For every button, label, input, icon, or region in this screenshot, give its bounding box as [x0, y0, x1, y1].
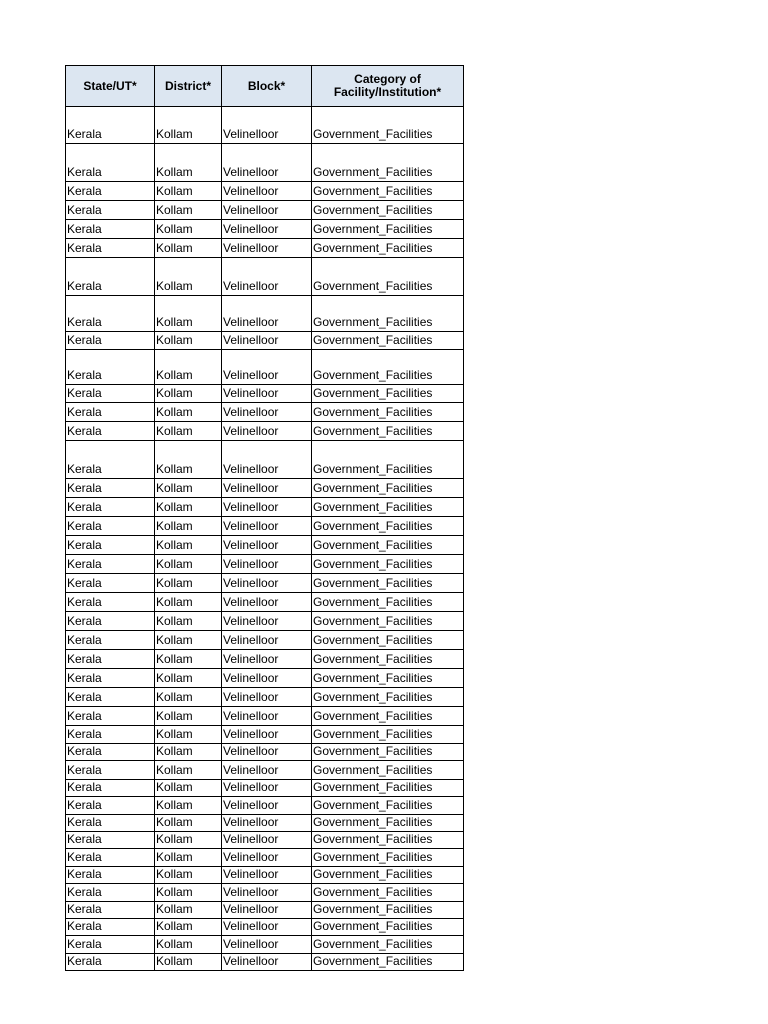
cell-category: Government_Facilities	[312, 919, 464, 936]
cell-state: Kerala	[66, 555, 155, 574]
table-row	[66, 182, 464, 201]
cell-category: Government_Facilities	[312, 441, 464, 479]
cell-category: Government_Facilities	[312, 258, 464, 296]
cell-block: Velinelloor	[222, 612, 312, 631]
table-row	[66, 296, 464, 332]
cell-category: Government_Facilities	[312, 479, 464, 498]
cell-state: Kerala	[66, 919, 155, 936]
cell-state: Kerala	[66, 201, 155, 220]
cell-state: Kerala	[66, 220, 155, 239]
cell-district: Kollam	[155, 574, 222, 593]
cell-state: Kerala	[66, 902, 155, 919]
cell-block: Velinelloor	[222, 919, 312, 936]
cell-category: Government_Facilities	[312, 744, 464, 761]
cell-block: Velinelloor	[222, 403, 312, 422]
cell-category: Government_Facilities	[312, 884, 464, 902]
cell-category: Government_Facilities	[312, 954, 464, 971]
cell-district: Kollam	[155, 536, 222, 555]
cell-state: Kerala	[66, 593, 155, 612]
table-header	[66, 66, 464, 107]
cell-category: Government_Facilities	[312, 650, 464, 669]
cell-district: Kollam	[155, 422, 222, 441]
cell-state: Kerala	[66, 517, 155, 536]
cell-block: Velinelloor	[222, 954, 312, 971]
cell-district: Kollam	[155, 688, 222, 707]
table-row	[66, 441, 464, 479]
cell-block: Velinelloor	[222, 296, 312, 332]
cell-block: Velinelloor	[222, 201, 312, 220]
cell-block: Velinelloor	[222, 555, 312, 574]
cell-block: Velinelloor	[222, 726, 312, 744]
table-row	[66, 536, 464, 555]
header-category: Category of Facility/Institution*	[312, 66, 464, 107]
facility-table	[65, 65, 464, 971]
cell-state: Kerala	[66, 574, 155, 593]
cell-district: Kollam	[155, 144, 222, 182]
cell-category: Government_Facilities	[312, 761, 464, 780]
table-row	[66, 707, 464, 726]
table-row	[66, 385, 464, 403]
table-row	[66, 761, 464, 780]
cell-block: Velinelloor	[222, 780, 312, 797]
table-row	[66, 797, 464, 815]
cell-district: Kollam	[155, 744, 222, 761]
cell-block: Velinelloor	[222, 107, 312, 144]
table-row	[66, 631, 464, 650]
cell-block: Velinelloor	[222, 220, 312, 239]
table-row	[66, 479, 464, 498]
header-district: District*	[155, 66, 222, 107]
header-state: State/UT*	[66, 66, 155, 107]
cell-block: Velinelloor	[222, 239, 312, 258]
cell-block: Velinelloor	[222, 385, 312, 403]
table-row	[66, 422, 464, 441]
cell-category: Government_Facilities	[312, 780, 464, 797]
table-row	[66, 849, 464, 867]
cell-block: Velinelloor	[222, 884, 312, 902]
cell-block: Velinelloor	[222, 849, 312, 867]
cell-category: Government_Facilities	[312, 815, 464, 832]
table-row	[66, 669, 464, 688]
cell-district: Kollam	[155, 780, 222, 797]
table-row	[66, 239, 464, 258]
cell-state: Kerala	[66, 612, 155, 631]
cell-block: Velinelloor	[222, 867, 312, 884]
cell-district: Kollam	[155, 867, 222, 884]
cell-category: Government_Facilities	[312, 385, 464, 403]
cell-district: Kollam	[155, 849, 222, 867]
cell-state: Kerala	[66, 258, 155, 296]
cell-district: Kollam	[155, 479, 222, 498]
cell-district: Kollam	[155, 332, 222, 350]
cell-category: Government_Facilities	[312, 403, 464, 422]
cell-category: Government_Facilities	[312, 517, 464, 536]
cell-state: Kerala	[66, 479, 155, 498]
cell-block: Velinelloor	[222, 332, 312, 350]
cell-state: Kerala	[66, 884, 155, 902]
table-row	[66, 726, 464, 744]
cell-district: Kollam	[155, 884, 222, 902]
cell-category: Government_Facilities	[312, 422, 464, 441]
cell-block: Velinelloor	[222, 650, 312, 669]
cell-state: Kerala	[66, 688, 155, 707]
table-row	[66, 884, 464, 902]
cell-category: Government_Facilities	[312, 612, 464, 631]
cell-state: Kerala	[66, 669, 155, 688]
cell-category: Government_Facilities	[312, 332, 464, 350]
cell-block: Velinelloor	[222, 832, 312, 849]
cell-state: Kerala	[66, 650, 155, 669]
cell-block: Velinelloor	[222, 574, 312, 593]
header-block: Block*	[222, 66, 312, 107]
cell-category: Government_Facilities	[312, 797, 464, 815]
cell-state: Kerala	[66, 815, 155, 832]
cell-district: Kollam	[155, 107, 222, 144]
cell-category: Government_Facilities	[312, 201, 464, 220]
cell-state: Kerala	[66, 107, 155, 144]
cell-district: Kollam	[155, 296, 222, 332]
cell-block: Velinelloor	[222, 258, 312, 296]
cell-block: Velinelloor	[222, 902, 312, 919]
cell-district: Kollam	[155, 761, 222, 780]
cell-district: Kollam	[155, 593, 222, 612]
cell-category: Government_Facilities	[312, 239, 464, 258]
cell-district: Kollam	[155, 441, 222, 479]
cell-district: Kollam	[155, 936, 222, 954]
cell-state: Kerala	[66, 707, 155, 726]
table-row	[66, 498, 464, 517]
cell-district: Kollam	[155, 220, 222, 239]
cell-district: Kollam	[155, 919, 222, 936]
cell-state: Kerala	[66, 385, 155, 403]
cell-category: Government_Facilities	[312, 832, 464, 849]
cell-district: Kollam	[155, 797, 222, 815]
cell-block: Velinelloor	[222, 936, 312, 954]
cell-district: Kollam	[155, 707, 222, 726]
cell-state: Kerala	[66, 422, 155, 441]
cell-district: Kollam	[155, 650, 222, 669]
cell-category: Government_Facilities	[312, 182, 464, 201]
cell-state: Kerala	[66, 498, 155, 517]
cell-category: Government_Facilities	[312, 631, 464, 650]
cell-category: Government_Facilities	[312, 902, 464, 919]
cell-state: Kerala	[66, 239, 155, 258]
cell-category: Government_Facilities	[312, 707, 464, 726]
cell-category: Government_Facilities	[312, 536, 464, 555]
cell-state: Kerala	[66, 296, 155, 332]
table-row	[66, 201, 464, 220]
cell-state: Kerala	[66, 744, 155, 761]
table-row	[66, 517, 464, 536]
cell-state: Kerala	[66, 403, 155, 422]
cell-district: Kollam	[155, 726, 222, 744]
cell-state: Kerala	[66, 780, 155, 797]
table-row	[66, 867, 464, 884]
table-row	[66, 780, 464, 797]
cell-district: Kollam	[155, 498, 222, 517]
cell-state: Kerala	[66, 631, 155, 650]
table-row	[66, 650, 464, 669]
cell-district: Kollam	[155, 555, 222, 574]
table-row	[66, 744, 464, 761]
cell-state: Kerala	[66, 954, 155, 971]
cell-state: Kerala	[66, 726, 155, 744]
cell-block: Velinelloor	[222, 536, 312, 555]
table-row	[66, 815, 464, 832]
cell-block: Velinelloor	[222, 707, 312, 726]
cell-block: Velinelloor	[222, 498, 312, 517]
cell-state: Kerala	[66, 797, 155, 815]
cell-category: Government_Facilities	[312, 669, 464, 688]
table-row	[66, 403, 464, 422]
table-row	[66, 593, 464, 612]
cell-state: Kerala	[66, 936, 155, 954]
cell-block: Velinelloor	[222, 761, 312, 780]
cell-block: Velinelloor	[222, 631, 312, 650]
cell-category: Government_Facilities	[312, 867, 464, 884]
cell-district: Kollam	[155, 832, 222, 849]
cell-state: Kerala	[66, 849, 155, 867]
table-row	[66, 954, 464, 971]
cell-category: Government_Facilities	[312, 350, 464, 385]
cell-district: Kollam	[155, 517, 222, 536]
cell-category: Government_Facilities	[312, 593, 464, 612]
table-row	[66, 332, 464, 350]
cell-state: Kerala	[66, 182, 155, 201]
table-row	[66, 107, 464, 144]
table-row	[66, 220, 464, 239]
cell-district: Kollam	[155, 350, 222, 385]
cell-block: Velinelloor	[222, 479, 312, 498]
cell-state: Kerala	[66, 350, 155, 385]
table-row	[66, 919, 464, 936]
cell-block: Velinelloor	[222, 517, 312, 536]
cell-district: Kollam	[155, 403, 222, 422]
cell-state: Kerala	[66, 144, 155, 182]
cell-block: Velinelloor	[222, 593, 312, 612]
cell-district: Kollam	[155, 815, 222, 832]
cell-block: Velinelloor	[222, 688, 312, 707]
table-row	[66, 574, 464, 593]
cell-category: Government_Facilities	[312, 574, 464, 593]
table-row	[66, 936, 464, 954]
cell-district: Kollam	[155, 669, 222, 688]
cell-state: Kerala	[66, 441, 155, 479]
cell-category: Government_Facilities	[312, 726, 464, 744]
cell-state: Kerala	[66, 536, 155, 555]
cell-category: Government_Facilities	[312, 936, 464, 954]
cell-block: Velinelloor	[222, 744, 312, 761]
table-row	[66, 902, 464, 919]
cell-state: Kerala	[66, 332, 155, 350]
cell-category: Government_Facilities	[312, 144, 464, 182]
cell-district: Kollam	[155, 631, 222, 650]
cell-state: Kerala	[66, 867, 155, 884]
cell-block: Velinelloor	[222, 815, 312, 832]
cell-block: Velinelloor	[222, 144, 312, 182]
cell-block: Velinelloor	[222, 422, 312, 441]
cell-district: Kollam	[155, 182, 222, 201]
cell-category: Government_Facilities	[312, 220, 464, 239]
table-row	[66, 555, 464, 574]
table-row	[66, 612, 464, 631]
table-body	[66, 107, 464, 971]
cell-category: Government_Facilities	[312, 555, 464, 574]
cell-block: Velinelloor	[222, 350, 312, 385]
cell-district: Kollam	[155, 201, 222, 220]
cell-category: Government_Facilities	[312, 296, 464, 332]
cell-district: Kollam	[155, 385, 222, 403]
cell-category: Government_Facilities	[312, 107, 464, 144]
header-row	[66, 66, 464, 107]
cell-category: Government_Facilities	[312, 849, 464, 867]
cell-block: Velinelloor	[222, 669, 312, 688]
table-row	[66, 350, 464, 385]
cell-state: Kerala	[66, 832, 155, 849]
cell-category: Government_Facilities	[312, 688, 464, 707]
cell-district: Kollam	[155, 239, 222, 258]
table-row	[66, 832, 464, 849]
cell-district: Kollam	[155, 612, 222, 631]
cell-district: Kollam	[155, 258, 222, 296]
cell-block: Velinelloor	[222, 182, 312, 201]
cell-district: Kollam	[155, 954, 222, 971]
cell-district: Kollam	[155, 902, 222, 919]
cell-block: Velinelloor	[222, 797, 312, 815]
cell-state: Kerala	[66, 761, 155, 780]
cell-category: Government_Facilities	[312, 498, 464, 517]
table-row	[66, 144, 464, 182]
table-row	[66, 688, 464, 707]
table-row	[66, 258, 464, 296]
cell-block: Velinelloor	[222, 441, 312, 479]
